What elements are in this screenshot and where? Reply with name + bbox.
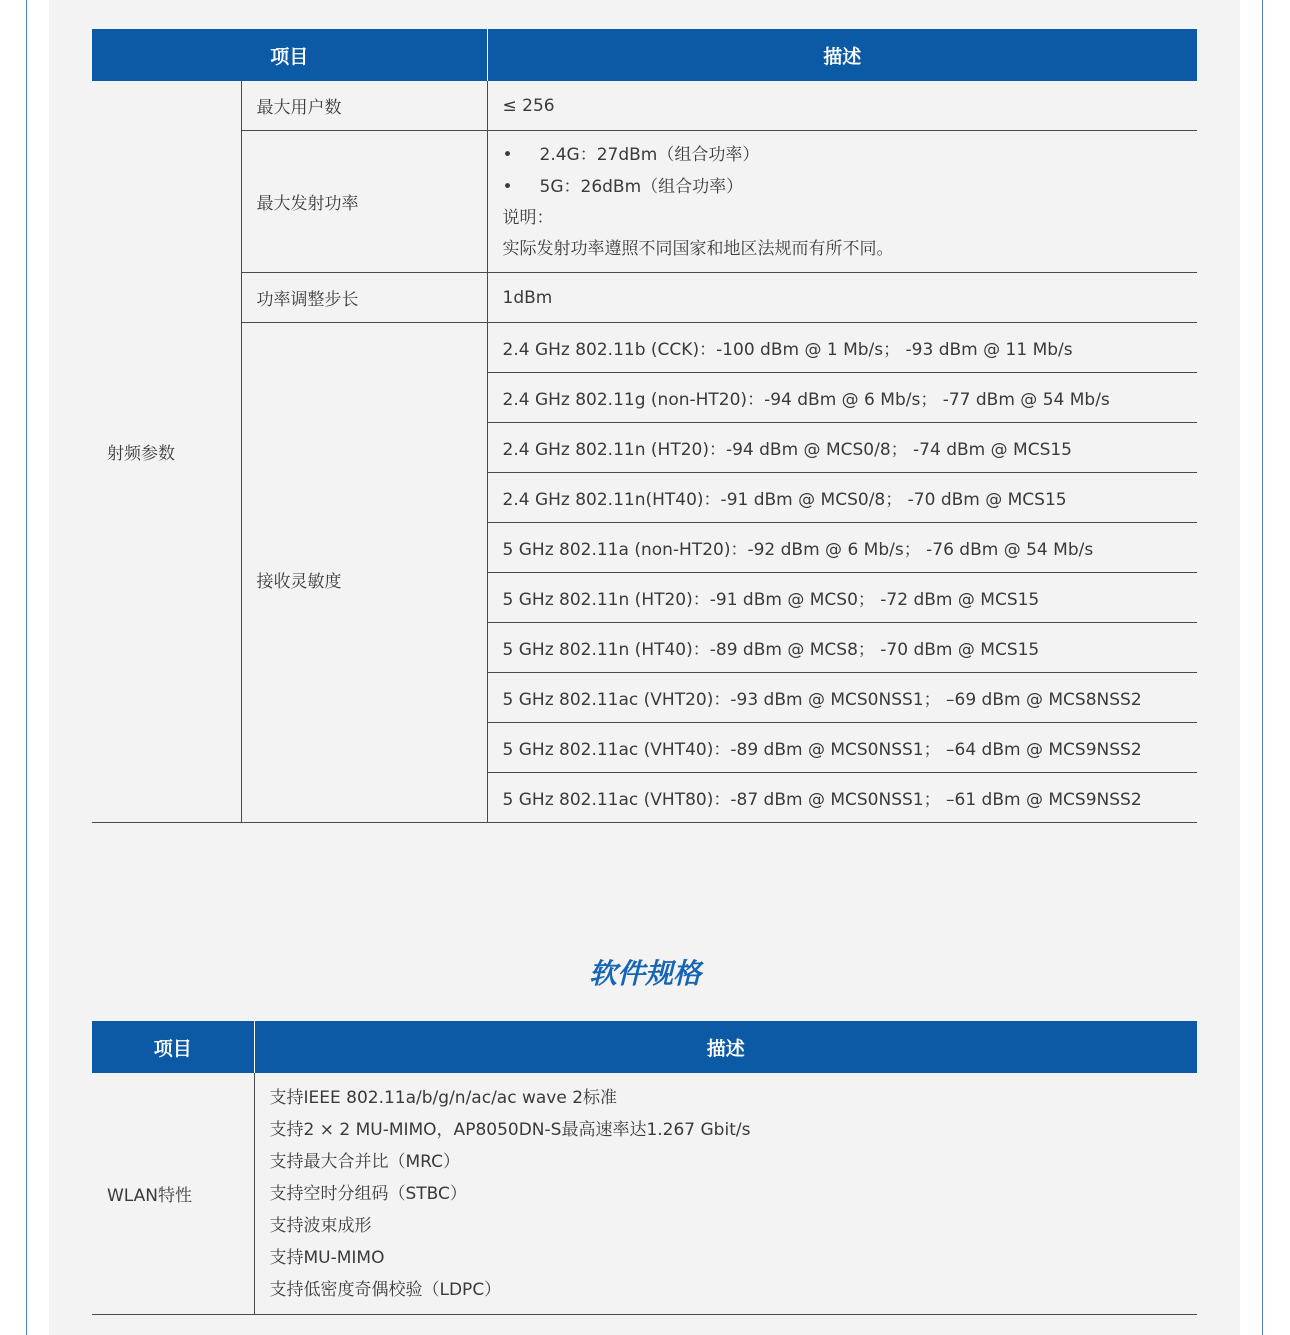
page-frame-left-line — [26, 0, 27, 1335]
list-item: 支持空时分组码（STBC） — [269, 1183, 467, 1204]
list-item: 支持波束成形 — [269, 1215, 372, 1236]
table-row — [92, 273, 1197, 323]
list-item — [503, 171, 1198, 203]
sensitivity-value: 2.4 GHz 802.11b (CCK)：-100 dBm @ 1 Mb/s； -93 dBm @ 11 Mb/s — [487, 323, 1197, 373]
category-cell-wlan: WLAN特性 — [92, 1073, 254, 1315]
param-label-sensitivity: 接收灵敏度 — [241, 323, 487, 823]
page-frame-right-line — [1262, 0, 1263, 1335]
param-label-power-step: 功率调整步长 — [241, 273, 487, 323]
sensitivity-value: 5 GHz 802.11n (HT40)：-89 dBm @ MCS8； -70 dBm @ MCS15 — [487, 623, 1197, 673]
power-bullet-text: 2.4G：27dBm（组合功率） — [539, 144, 760, 165]
param-label-max-power: 最大发射功率 — [241, 131, 487, 273]
list-item: 支持最大合并比（MRC） — [269, 1151, 461, 1172]
list-item: 支持IEEE 802.11a/b/g/n/ac/ac wave 2标准 — [269, 1087, 618, 1108]
list-item: 支持低密度奇偶校验（LDPC） — [269, 1279, 502, 1300]
bullet-icon: • — [502, 144, 513, 165]
list-item: 支持MU-MIMO — [269, 1247, 385, 1268]
sensitivity-value: 2.4 GHz 802.11n (HT20)：-94 dBm @ MCS0/8； -74 dBm @ MCS15 — [487, 423, 1197, 473]
power-bullet-text: 5G：26dBm（组合功率） — [539, 176, 744, 197]
category-cell-radio: 射频参数 — [92, 81, 241, 823]
software-spec-table — [92, 1021, 1197, 1315]
section-title-software: 软件规格 — [588, 957, 701, 990]
param-value-max-power — [487, 131, 1197, 273]
sensitivity-value: 5 GHz 802.11ac (VHT20)：-93 dBm @ MCS0NSS1； –69 dBm @ MCS8NSS2 — [487, 673, 1197, 723]
sensitivity-value: 5 GHz 802.11n (HT20)：-91 dBm @ MCS0； -72 dBm @ MCS15 — [487, 573, 1197, 623]
param-value-power-step: 1dBm — [487, 273, 1197, 323]
header-description: 描述 — [487, 29, 1197, 81]
table-row — [92, 1073, 1197, 1315]
table-header-row — [92, 29, 1197, 81]
note-text: 实际发射功率遵照不同国家和地区法规而有所不同。 — [502, 238, 894, 259]
note-label: 说明： — [502, 207, 554, 228]
table-header-row — [92, 1021, 1197, 1073]
wlan-feature-list — [254, 1073, 1197, 1315]
sensitivity-value: 5 GHz 802.11ac (VHT80)：-87 dBm @ MCS0NSS1； –61 dBm @ MCS9NSS2 — [487, 773, 1197, 823]
sensitivity-value: 5 GHz 802.11a (non-HT20)：-92 dBm @ 6 Mb/s； -76 dBm @ 54 Mb/s — [487, 523, 1197, 573]
radio-parameters-table — [92, 29, 1197, 823]
header-item: 项目 — [92, 29, 487, 81]
param-value-max-users: ≤ 256 — [487, 81, 1197, 131]
sensitivity-value: 2.4 GHz 802.11g (non-HT20)：-94 dBm @ 6 Mb/s； -77 dBm @ 54 Mb/s — [487, 373, 1197, 423]
list-item: 支持2 × 2 MU-MIMO，AP8050DN-S最高速率达1.267 Gbit/s — [269, 1119, 751, 1140]
table-row — [92, 131, 1197, 273]
table-row — [92, 81, 1197, 131]
param-label-max-users: 最大用户数 — [241, 81, 487, 131]
header-description: 描述 — [254, 1021, 1197, 1073]
sensitivity-value: 5 GHz 802.11ac (VHT40)：-89 dBm @ MCS0NSS1； –64 dBm @ MCS9NSS2 — [487, 723, 1197, 773]
bullet-icon: • — [502, 176, 513, 197]
header-item: 项目 — [92, 1021, 254, 1073]
sensitivity-value: 2.4 GHz 802.11n(HT40)：-91 dBm @ MCS0/8； -70 dBm @ MCS15 — [487, 473, 1197, 523]
list-item — [503, 139, 1198, 171]
table-row — [92, 323, 1197, 373]
